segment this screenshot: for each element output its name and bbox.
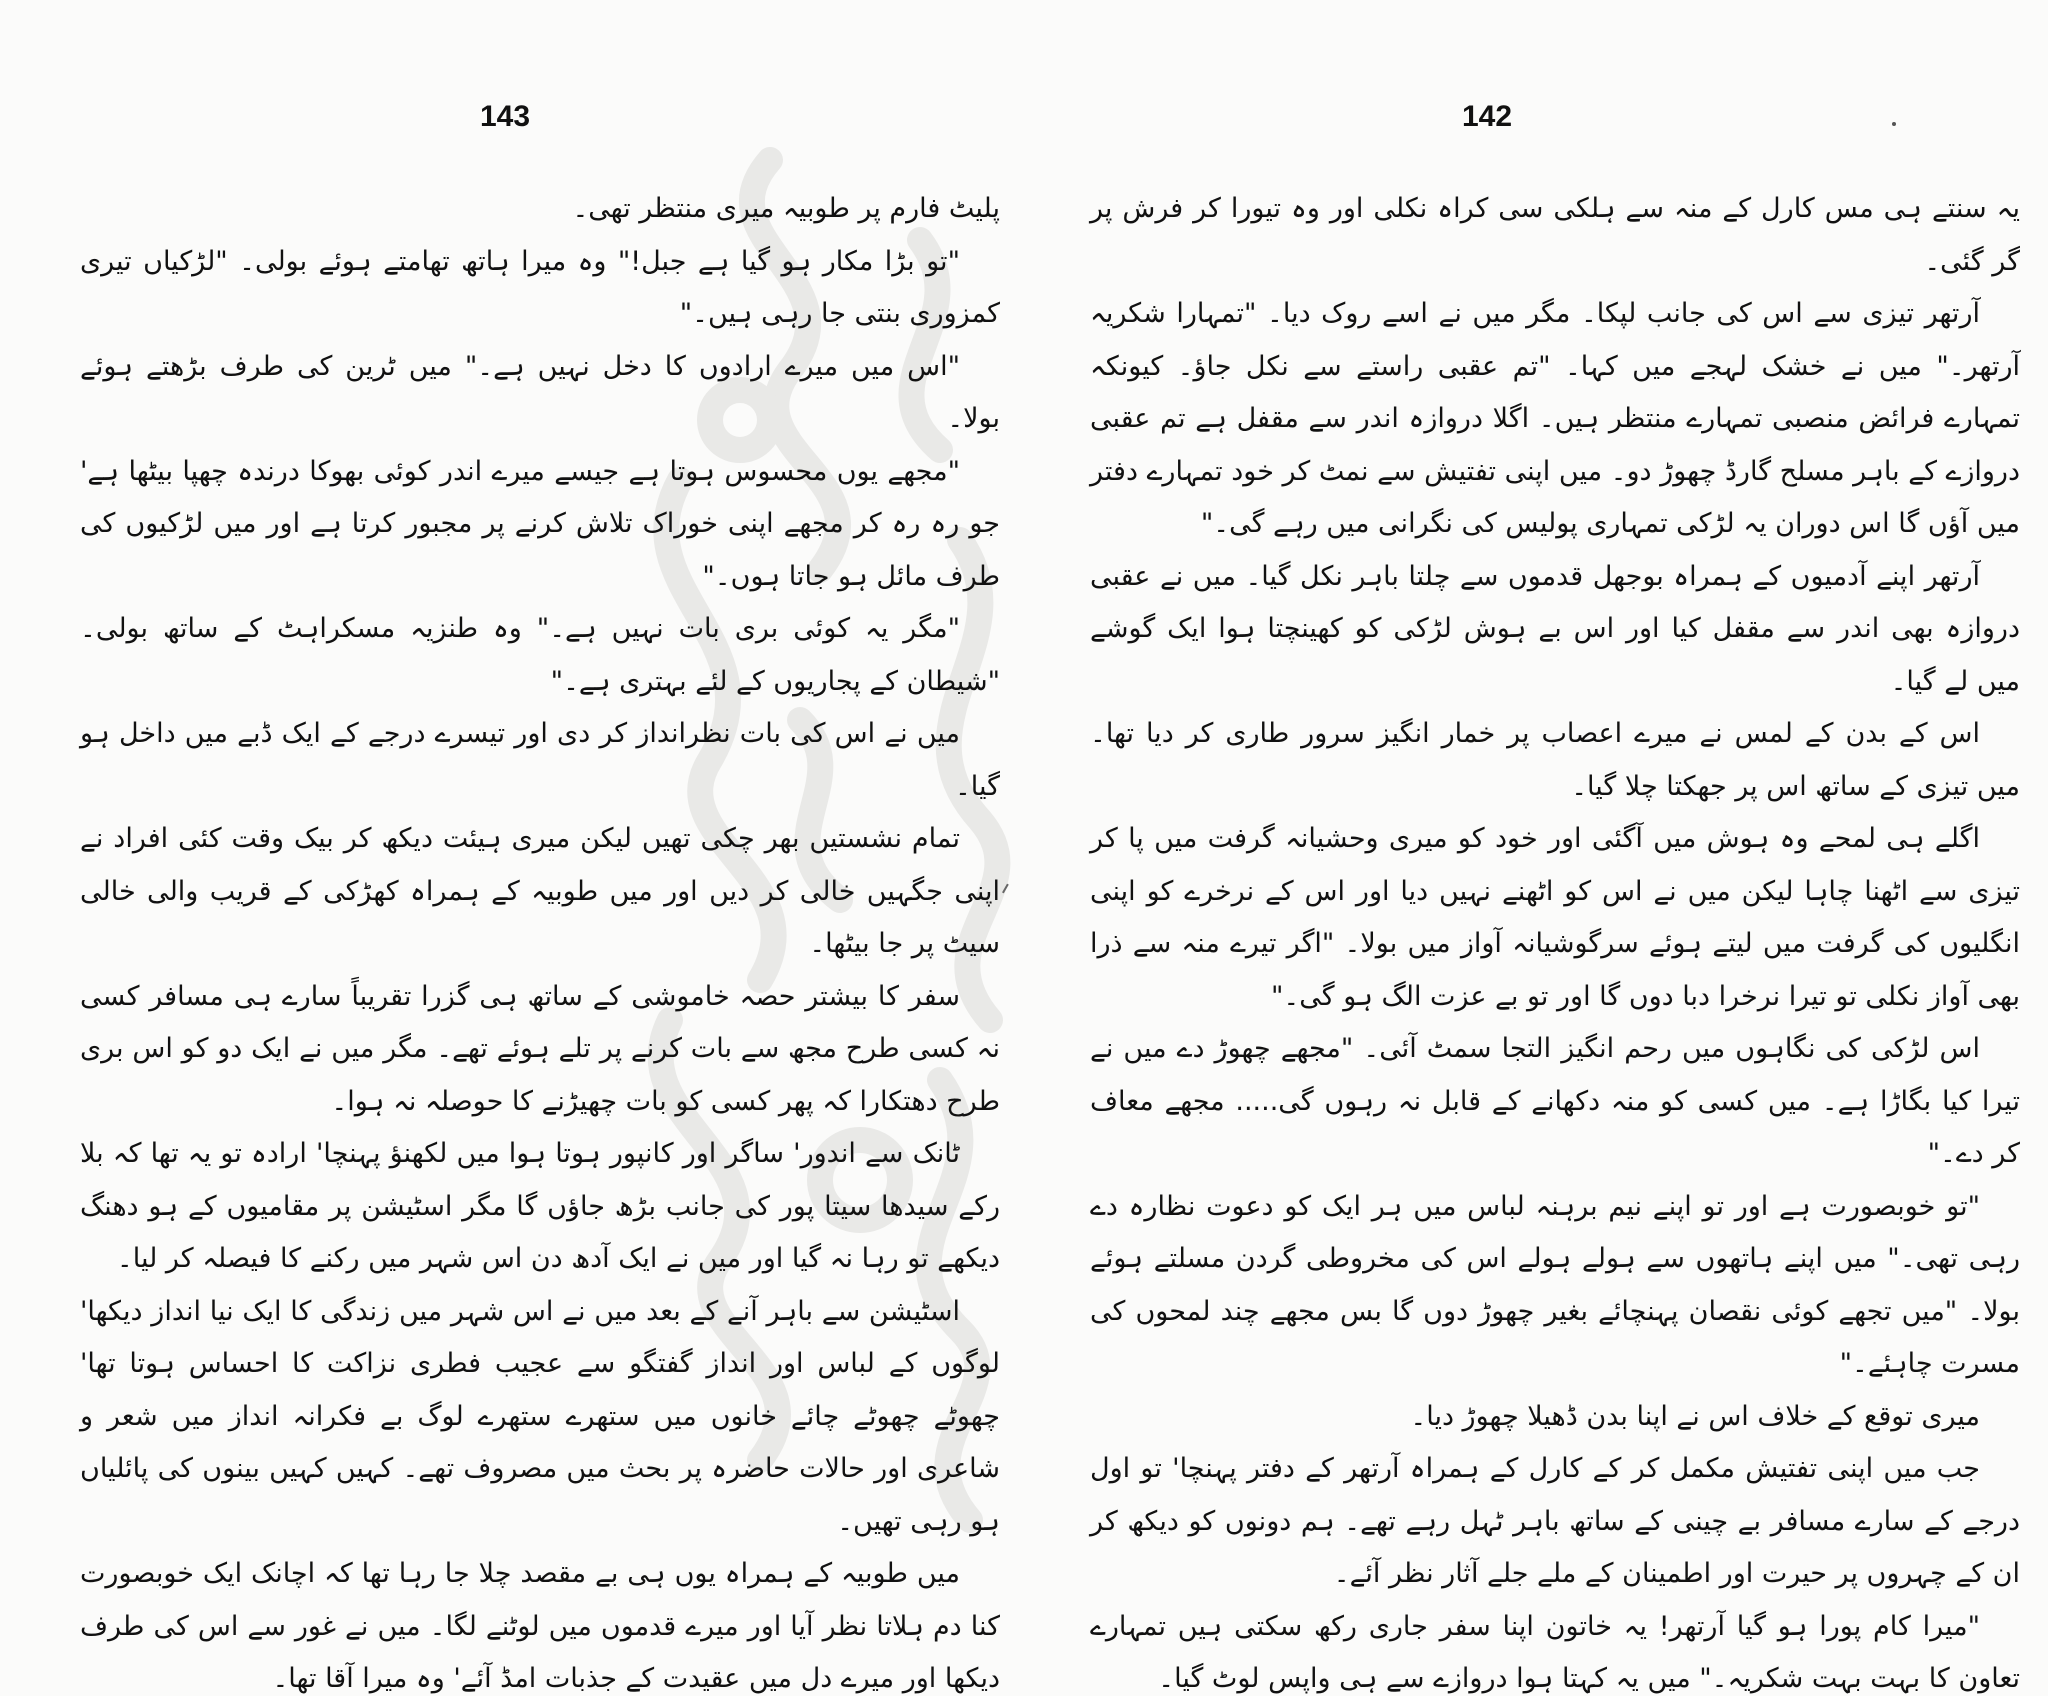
paragraph: "تو خوبصورت ہے اور تو اپنے نیم برہنہ لباس میں ہر ایک کو دعوت نظارہ دے رہی تھی۔" میں اپنے ہاتھوں سے ہولے ہولے اس کی مخروطی گردن مسلتے ہوئے بولا۔ "میں تجھے کوئی نقصان پہنچائے بغیر چھوڑ دوں گا بس مجھے چند لمحوں کی مسرت چاہئے۔" bbox=[1090, 1190, 2020, 1379]
paragraph: تمام نشستیں بھر چکی تھیں لیکن میری ہیئت دیکھ کر بیک وقت کئی افراد نے اپنی جگہیں خالی کر دیں اور میں طوبیہ کے ہمراہ کھڑکی کے قریب والی خالی سیٹ پر جا بیٹھا۔ bbox=[80, 823, 1000, 959]
page-number-left: 143 bbox=[480, 100, 531, 133]
paragraph: "مجھے یوں محسوس ہوتا ہے جیسے میرے اندر کوئی بھوکا درندہ چھپا بیٹھا ہے' جو رہ رہ کر مجھے اپنی خوراک تلاش کرنے پر مجبور کرتا ہے اور میں لڑکیوں کی طرف مائل ہو جاتا ہوں۔" bbox=[80, 455, 1000, 592]
paragraph: ٹانک سے اندور' ساگر اور کانپور ہوتا ہوا میں لکھنؤ پہنچا' ارادہ تو یہ تھا کہ بلا رکے سیدھا سیتا پور کی جانب بڑھ جاؤں گا مگر اسٹیشن پر مقامیوں کے ہو دھنگ دیکھے تو رہا نہ گیا اور میں نے ایک آدھ دن اس شہر میں رکنے کا فیصلہ کر لیا۔ bbox=[80, 1138, 1000, 1274]
paragraph: "اس میں میرے ارادوں کا دخل نہیں ہے۔" میں ٹرین کی طرف بڑھتے ہوئے بولا۔ bbox=[80, 350, 1000, 434]
right-page bbox=[1090, 88, 2020, 1694]
paragraph: "تو بڑا مکار ہو گیا ہے جبل!" وہ میرا ہاتھ تھامتے ہوئے بولی۔ "لڑکیاں تیری کمزوری بنتی جا رہی ہیں۔" bbox=[80, 245, 1000, 329]
page-number-right: 142 bbox=[1462, 100, 1513, 133]
paragraph: یہ سنتے ہی مس کارل کے منہ سے ہلکی سی کراہ نکلی اور وہ تیورا کر فرش پر گر گئی۔ bbox=[1090, 193, 2020, 277]
paragraph: اگلے ہی لمحے وہ ہوش میں آگئی اور خود کو میری وحشیانہ گرفت میں پا کر تیزی سے اٹھنا چاہا لیکن میں نے اس کو اٹھنے نہیں دیا اور اس کے نرخرے کو اپنی انگلیوں کی گرفت میں لیتے ہوئے سرگوشیانہ آواز میں بولا۔ "اگر تیرے منہ سے ذرا بھی آواز نکلی تو تیرا نرخرا دبا دوں گا اور تو بے عزت الگ ہو گی۔" bbox=[1090, 823, 2020, 1012]
paragraph: آرتھر تیزی سے اس کی جانب لپکا۔ مگر میں نے اسے روک دیا۔ "تمہارا شکریہ آرتھر۔" میں نے خشک لہجے میں کہا۔ "تم عقبی راستے سے نکل جاؤ۔ کیونکہ تمہارے فرائض منصبی تمہارے منتظر ہیں۔ اگلا دروازہ اندر سے مقفل ہے تم عقبی دروازے کے باہر مسلح گارڈ چھوڑ دو۔ میں اپنی تفتیش سے نمٹ کر خود تمہارے دفتر میں آؤں گا اس دوران یہ لڑکی تمہاری پولیس کی نگرانی میں رہے گی۔" bbox=[1090, 298, 2020, 539]
paragraph: "مگر یہ کوئی بری بات نہیں ہے۔" وہ طنزیہ مسکراہٹ کے ساتھ بولی۔ "شیطان کے پجاریوں کے لئے بہتری ہے۔" bbox=[80, 613, 1000, 697]
right-page-text bbox=[1090, 183, 2020, 1696]
paragraph: پلیٹ فارم پر طوبیہ میری منتظر تھی۔ bbox=[572, 193, 1000, 224]
paragraph: اسٹیشن سے باہر آنے کے بعد میں نے اس شہر میں زندگی کا ایک نیا انداز دیکھا' لوگوں کے لباس اور انداز گفتگو سے عجیب فطری نزاکت کا احساس ہوتا تھا' چھوٹے چھوٹے چائے خانوں میں ستھرے ستھرے لوگ بے فکرانہ انداز میں شعر و شاعری اور حالات حاضرہ پر بحث میں مصروف تھے۔ کہیں کہیں بینوں کی پائلیاں ہو رہی تھیں۔ bbox=[80, 1295, 1000, 1537]
paragraph: میری توقع کے خلاف اس نے اپنا بدن ڈھیلا چھوڑ دیا۔ bbox=[1410, 1400, 1980, 1432]
paragraph: جب میں اپنی تفتیش مکمل کر کے کارل کے ہمراہ آرتھر کے دفتر پہنچا' تو اول درجے کے سارے مسافر بے چینی کے ساتھ باہر ٹہل رہے تھے۔ ہم دونوں کو دیکھ کر ان کے چہروں پر حیرت اور اطمینان کے ملے جلے آثار نظر آئے۔ bbox=[1090, 1453, 2020, 1589]
paragraph: میں نے اس کی بات نظرانداز کر دی اور تیسرے درجے کے ایک ڈبے میں داخل ہو گیا۔ bbox=[80, 718, 1000, 802]
gutter-mark bbox=[1002, 884, 1014, 897]
paragraph: "میرا کام پورا ہو گیا آرتھر! یہ خاتون اپنا سفر جاری رکھ سکتی ہیں تمہارے تعاون کا بہت بہت شکریہ۔" میں یہ کہتا ہوا دروازے سے ہی واپس لوٹ گیا۔ bbox=[1090, 1610, 2020, 1694]
paragraph: اس لڑکی کی نگاہوں میں رحم انگیز التجا سمٹ آئی۔ "مجھے چھوڑ دے میں نے تیرا کیا بگاڑا ہے۔ میں کسی کو منہ دکھانے کے قابل نہ رہوں گی..... مجھے معاف کر دے۔" bbox=[1090, 1033, 2020, 1169]
paragraph: میں طوبیہ کے ہمراہ یوں ہی بے مقصد چلا جا رہا تھا کہ اچانک ایک خوبصورت کنا دم ہلاتا نظر آیا اور میرے قدموں میں لوٹنے لگا۔ میں نے غور سے اس کی طرف دیکھا اور میرے دل میں عقیدت کے جذبات امڈ آئے' وہ میرا آقا تھا۔ bbox=[80, 1558, 1000, 1694]
paragraph: آرتھر اپنے آدمیوں کے ہمراہ بوجھل قدموں سے چلتا باہر نکل گیا۔ میں نے عقبی دروازہ بھی اندر سے مقفل کیا اور اس بے ہوش لڑکی کو کھینچتا ہوا ایک گوشے میں لے گیا۔ bbox=[1090, 560, 2020, 697]
paragraph: سفر کا بیشتر حصہ خاموشی کے ساتھ ہی گزرا تقریباً سارے ہی مسافر کسی نہ کسی طرح مجھ سے بات کرنے پر تلے ہوئے تھے۔ مگر میں نے ایک دو کو اس بری طرح دھتکارا کہ پھر کسی کو بات چھیڑنے کا حوصلہ نہ ہوا۔ bbox=[80, 980, 1000, 1117]
paragraph: اس کے بدن کے لمس نے میرے اعصاب پر خمار انگیز سرور طاری کر دیا تھا۔ میں تیزی کے ساتھ اس پر جھکتا چلا گیا۔ bbox=[1090, 718, 2020, 802]
left-page bbox=[80, 88, 1000, 1694]
left-page-text bbox=[80, 183, 1000, 1696]
